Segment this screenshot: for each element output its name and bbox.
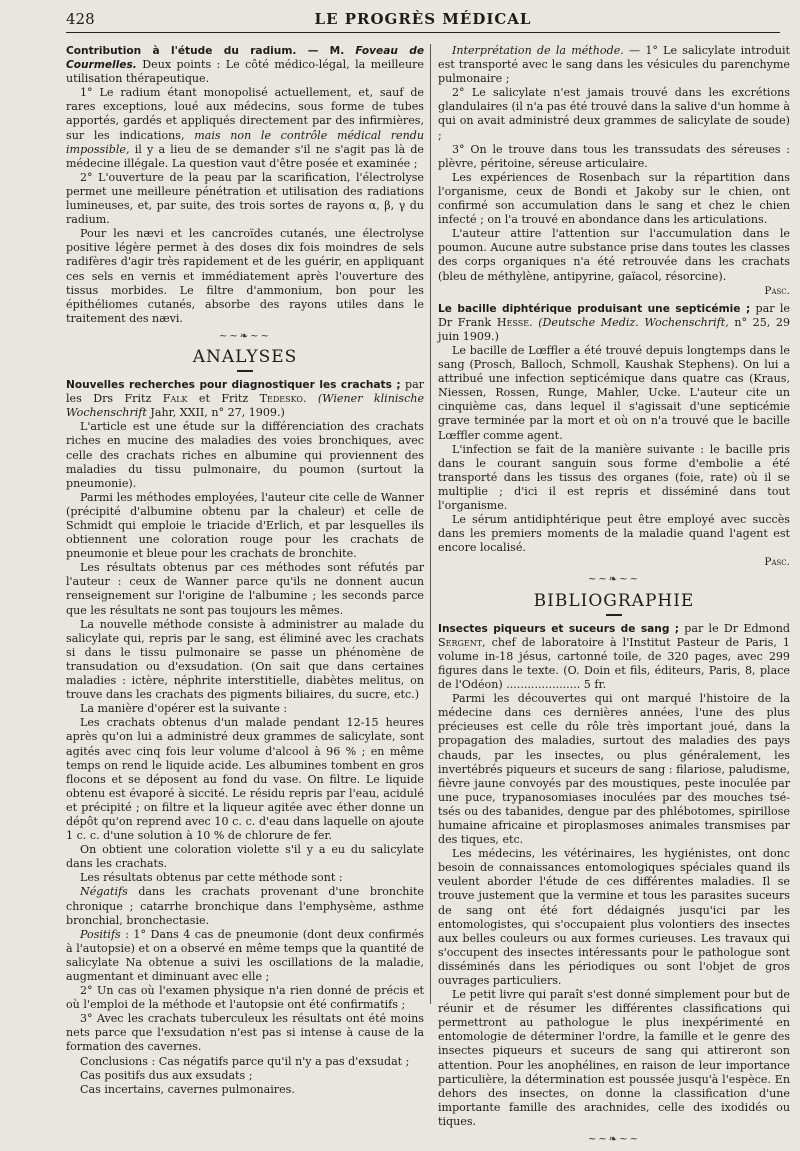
article-radium bbox=[66, 44, 424, 326]
paragraph: 3° Avec les crachats tuberculeux les résultats ont été moins nets parce que l'exsudation n'est pas si intense à cause de la formation des cavernes. bbox=[66, 1012, 424, 1054]
section-rule bbox=[66, 366, 424, 372]
column-divider bbox=[430, 44, 431, 1004]
paragraph: Les expériences de Rosenbach sur la répartition dans l'organisme, ceux de Bondi et Jakoby sur le chien, ont confirmé son accumulation dans le sang et chez le chien infecté ; on l'a trouvé en abondance dans les articulations. bbox=[438, 170, 790, 227]
signature: Pasc. bbox=[764, 284, 790, 297]
paragraph: Le petit livre qui paraît s'est donné simplement pour but de réunir et de résumer les différentes classifications qui permettront au pathologue le plus inexpérimenté en entomologie de déterminer l'ordre, la famille et le genre des insectes piqueurs et suceurs de sang qui attireront son attention. Pour les anophélines, en raison de leur importance particulière, la détermination est poussée jusqu'à l'espèce. En dehors des insectes, on donne la classification d'une importante famille des arachnides, celle des ixodidés ou tiques. bbox=[438, 988, 790, 1128]
text-run: 1° Le radium étant monopolisé actuellement, et, sauf de rares exceptions, loué aux médecins, sous forme de tubes apportés, gardés et appliqués directement par des infirmières, sur les indications, bbox=[66, 86, 424, 142]
paragraph: Cas incertains, cavernes pulmonaires. bbox=[80, 1082, 295, 1096]
paragraph: Les crachats obtenus d'un malade pendant 12-15 heures après qu'on lui a administré deux grammes de salicylate, sont agités avec cinq fois leur volume d'alcool à 96 % ; en même temps on rend le liquide acide. Les albumines tombent en gros flocons et se déposent au fond du vase. On filtre. Le liquide obtenu est évaporé à siccité. Le résidu repris par l'eau, acidulé et précipité ; on filtre et la liqueur agitée avec éther donne un dépôt qu'on reprend avec 10 c. c. d'eau dans laquelle on ajoute 1 c. c. d'une solution à 10 % de chlorure de fer. bbox=[66, 716, 424, 843]
article-author: Foveau de Courmelles. bbox=[66, 45, 424, 72]
byline: par le Dr Edmond bbox=[684, 621, 790, 635]
italic-text: mais non le contrôle médical rendu impossible, bbox=[66, 128, 424, 156]
paragraph bbox=[66, 928, 424, 984]
paragraph: On obtient une coloration violette s'il y a eu du salicylate dans les crachats. bbox=[66, 843, 424, 871]
paragraph bbox=[438, 44, 790, 86]
section-title-analyses: ANALYSES bbox=[192, 346, 298, 367]
text-run: — 1° Le salicylate introduit est transporté avec le sang dans les vésicules du parenchyme pulmonaire ; bbox=[438, 44, 790, 86]
article-heading bbox=[438, 622, 790, 692]
paragraph: Les résultats obtenus par cette méthode sont : bbox=[80, 871, 343, 885]
text-run: : 1° Dans 4 cas de pneumonie (dont deux confirmés à l'autopsie) et on a observé en même temps que la quantité de salicylate Na obtenue a suivi les oscillations de la maladie, augmentant et diminuant avec elle ; bbox=[66, 927, 424, 983]
italic-label: Interprétation de la méthode. bbox=[452, 44, 624, 57]
article-heading bbox=[66, 44, 424, 86]
italic-label: Négatifs bbox=[80, 885, 128, 899]
section-title-bibliographie: BIBLIOGRAPHIE bbox=[533, 590, 695, 611]
paragraph: Conclusions : Cas négatifs parce qu'il n'y a pas d'exsudat ; bbox=[80, 1054, 410, 1068]
paragraph: L'article est une étude sur la différenciation des crachats riches en mucine des maladies des voies bronchiques, avec celle des crachats riches en albumine qui proviennent des maladies du tissu pulmonaire, du poumon (surtout la pneumonie). bbox=[66, 420, 424, 490]
byline: par les Drs Fritz bbox=[66, 378, 424, 406]
paragraph: 3° On le trouve dans tous les transsudats des séreuses : plèvre, péritoine, séreuse articulaire. bbox=[438, 142, 790, 170]
author-name: Hesse. bbox=[496, 315, 533, 329]
author-name: Falk bbox=[162, 392, 188, 406]
article-interpretation bbox=[438, 44, 790, 298]
byline: par le Dr Frank bbox=[438, 301, 790, 329]
paragraph: L'infection se fait de la manière suivante : le bacille pris dans le courant sanguin sous forme d'embolie a été transporté dans les tissus des organes (foie, rate) où il se multiplie ; d'ici il est repris et disséminé dans tout l'organisme. bbox=[438, 442, 790, 512]
paragraph: Parmi les découvertes qui ont marqué l'histoire de la médecine dans ces dernières années, l'une des plus précieuses est celle du rôle très important joué, dans la propagation des maladies, surtout des maladies des pays chauds, par les insectes, ou plus généralement, les invertébrés piqueurs et suceurs de sang : filariose, paludisme, fièvre jaune convoyés par des moustiques, peste inoculée par une puce, trypanosomiases inoculées par des mouches tsé-tsés ou des tabanides, dengue par des phlébotomes, spirillose humaine africaine et piroplasmoses animales transmises par des tiques, etc. bbox=[438, 692, 790, 847]
article-title: Insectes piqueurs et suceurs de sang ; bbox=[438, 622, 680, 635]
source: (Wiener klinische Wochenschrift bbox=[66, 392, 425, 420]
paragraph: Parmi les méthodes employées, l'auteur cite celle de Wanner (précipité d'albumine obtenu par la chaleur) et celle de Schmidt qui emploie le triacide d'Erlich, et par lesquelles ils obtiennent une coloration rouge pour les crachats de pneumonie et bleue pour les crachats de bronchite. bbox=[66, 490, 424, 561]
paragraph: Les résultats obtenus par ces méthodes sont réfutés par l'auteur : ceux de Wanner parce qu'ils ne donnent aucun renseignement sur l'origine de l'albumine ; les seconds parce que les résultats ne sont pas toujours les mêmes. bbox=[66, 561, 424, 617]
source-detail: n° 25, 29 juin 1909.) bbox=[438, 315, 791, 343]
journal-title: LE PROGRÈS MÉDICAL bbox=[314, 10, 532, 28]
ornament-divider: ~~❧~~ bbox=[588, 1134, 640, 1146]
article-heading bbox=[438, 302, 790, 344]
paragraph bbox=[66, 885, 424, 927]
paragraph: La nouvelle méthode consiste à administrer au malade du salicylate qui, repris par le sang, est éliminé avec les crachats si dans le tissu pulmonaire se passe un phénomène de transudation ou d'exsudation. (On sait que dans certaines maladies : ictère, néphrite interstitielle, diabètes melitus, on trouve dans les crachats des pigments biliaires, du sucre, etc.) bbox=[66, 617, 424, 702]
paragraph: 2° Un cas où l'examen physique n'a rien donné de précis et où l'emploi de la méthode et l'autopsie ont été confirmatifs ; bbox=[66, 984, 424, 1012]
page-number: 428 bbox=[66, 10, 95, 28]
article-title: Nouvelles recherches pour diagnostiquer les crachats ; bbox=[66, 379, 401, 392]
paragraph bbox=[66, 86, 424, 171]
byline: et Fritz bbox=[198, 392, 249, 406]
author-name: Tedesko. bbox=[259, 392, 307, 406]
ornament-divider: ~~❧~~ bbox=[588, 574, 640, 586]
left-column bbox=[66, 44, 424, 1097]
paragraph: Cas positifs dus aux exsudats ; bbox=[80, 1068, 253, 1082]
article-crachats bbox=[66, 378, 424, 1097]
italic-label: Positifs bbox=[80, 927, 121, 941]
paragraph: Le sérum antidiphtérique peut être employé avec succès dans les premiers moments de la maladie quand l'agent est encore localisé. bbox=[438, 513, 790, 555]
article-intro: Deux points : Le côté médico-légal, la meilleure utilisation thérapeutique. bbox=[66, 58, 424, 86]
paragraph: L'auteur attire l'attention sur l'accumulation dans le poumon. Aucune autre substance prise dans toutes les classes des corps organiques n'a été retrouvée dans les crachats (bleu de méthylène, antipyrine, gaïacol, résorcine). bbox=[438, 227, 790, 283]
author-name: Sergent, bbox=[438, 635, 486, 649]
section-rule bbox=[438, 610, 790, 616]
paragraph: La manière d'opérer est la suivante : bbox=[80, 702, 288, 716]
text-run: il y a lieu de se demander s'il ne s'agit pas là de médecine illégale. La question vaut d'être posée et examinée ; bbox=[66, 142, 424, 170]
article-insectes bbox=[438, 622, 790, 1129]
paragraph: Le bacille de Lœffler a été trouvé depuis longtemps dans le sang (Prosch, Balloch, Schmoll, Kaushak Stephens). On lui a attribué une infection septicémique dans quatre cas (Kraus, Niessen, Rossen, Runge, Mahler, Ucke. L'auteur cite un cinquième cas, dans lequel il s'agissait d'une septicémie grave terminée par la mort et où on n'a trouvé que le bacille Lœffler comme agent. bbox=[438, 343, 790, 442]
paragraph: 2° L'ouverture de la peau par la scarification, l'électrolyse permet une meilleure pénétration et utilisation des radiations lumineuses, et, par suite, des trois sortes de rayons α, β, γ du radium. bbox=[66, 170, 424, 227]
signature: Pasc. bbox=[764, 556, 790, 569]
paragraph: Pour les nævi et les cancroïdes cutanés, une électrolyse positive légère permet à des doses dix fois moindres de sels radifères d'agir très rapidement et de les guérir, en appliquant ces sels en vernis et immédiatement après l'ouverture des tissus morbides. Le filtre d'ammonium, bon pour les épithéliomes cutanés, absorbe des rayons utiles dans le traitement des nævi. bbox=[66, 227, 424, 325]
article-title: Contribution à l'étude du radium. — M. bbox=[66, 45, 345, 57]
byline: chef de laboratoire à l'Institut Pasteur de Paris, 1 volume in-18 jésus, cartonné toile, de 320 pages, avec 299 figures dans le texte. (O. Doin et fils, éditeurs, Paris, 8, place de l'Odéon) ..................... 5 fr. bbox=[438, 635, 790, 692]
article-title: Le bacille diphtérique produisant une septicémie ; bbox=[438, 302, 751, 315]
source-detail: Jahr, XXII, n° 27, 1909.) bbox=[150, 406, 285, 420]
paragraph: 2° Le salicylate n'est jamais trouvé dans les excrétions glandulaires (il n'a pas été trouvé dans la salive d'un homme à qui on avait administré deux grammes de salicylate de soude) ; bbox=[438, 86, 790, 142]
source: (Deutsche Mediz. Wochenschrift, bbox=[538, 315, 729, 329]
page-header bbox=[66, 8, 780, 33]
article-diphterique bbox=[438, 302, 790, 570]
ornament-divider: ~~❧~~ bbox=[219, 330, 271, 342]
article-heading bbox=[66, 378, 424, 420]
right-column bbox=[438, 44, 790, 1151]
text-run: dans les crachats provenant d'une bronchite chronique ; catarrhe bronchique dans l'emphysème, asthme bronchial, bronchectasie. bbox=[66, 885, 425, 927]
paragraph: Les médecins, les vétérinaires, les hygiénistes, ont donc besoin de connaissances entomologiques spéciales quand ils veulent aborder l'étude de ces différentes maladies. Il se trouve justement que la vermine et tous les parasites suceurs de sang ont été fort dédaignés jusqu'ici par les entomologistes, qui s'occupaient plus volontiers des insectes aux belles couleurs ou aux formes curieuses. Les travaux qui s'occupent des insectes intéressants pour le pathologue sont disséminés dans les périodiques ou sont l'objet de gros ouvrages particuliers. bbox=[438, 847, 790, 987]
